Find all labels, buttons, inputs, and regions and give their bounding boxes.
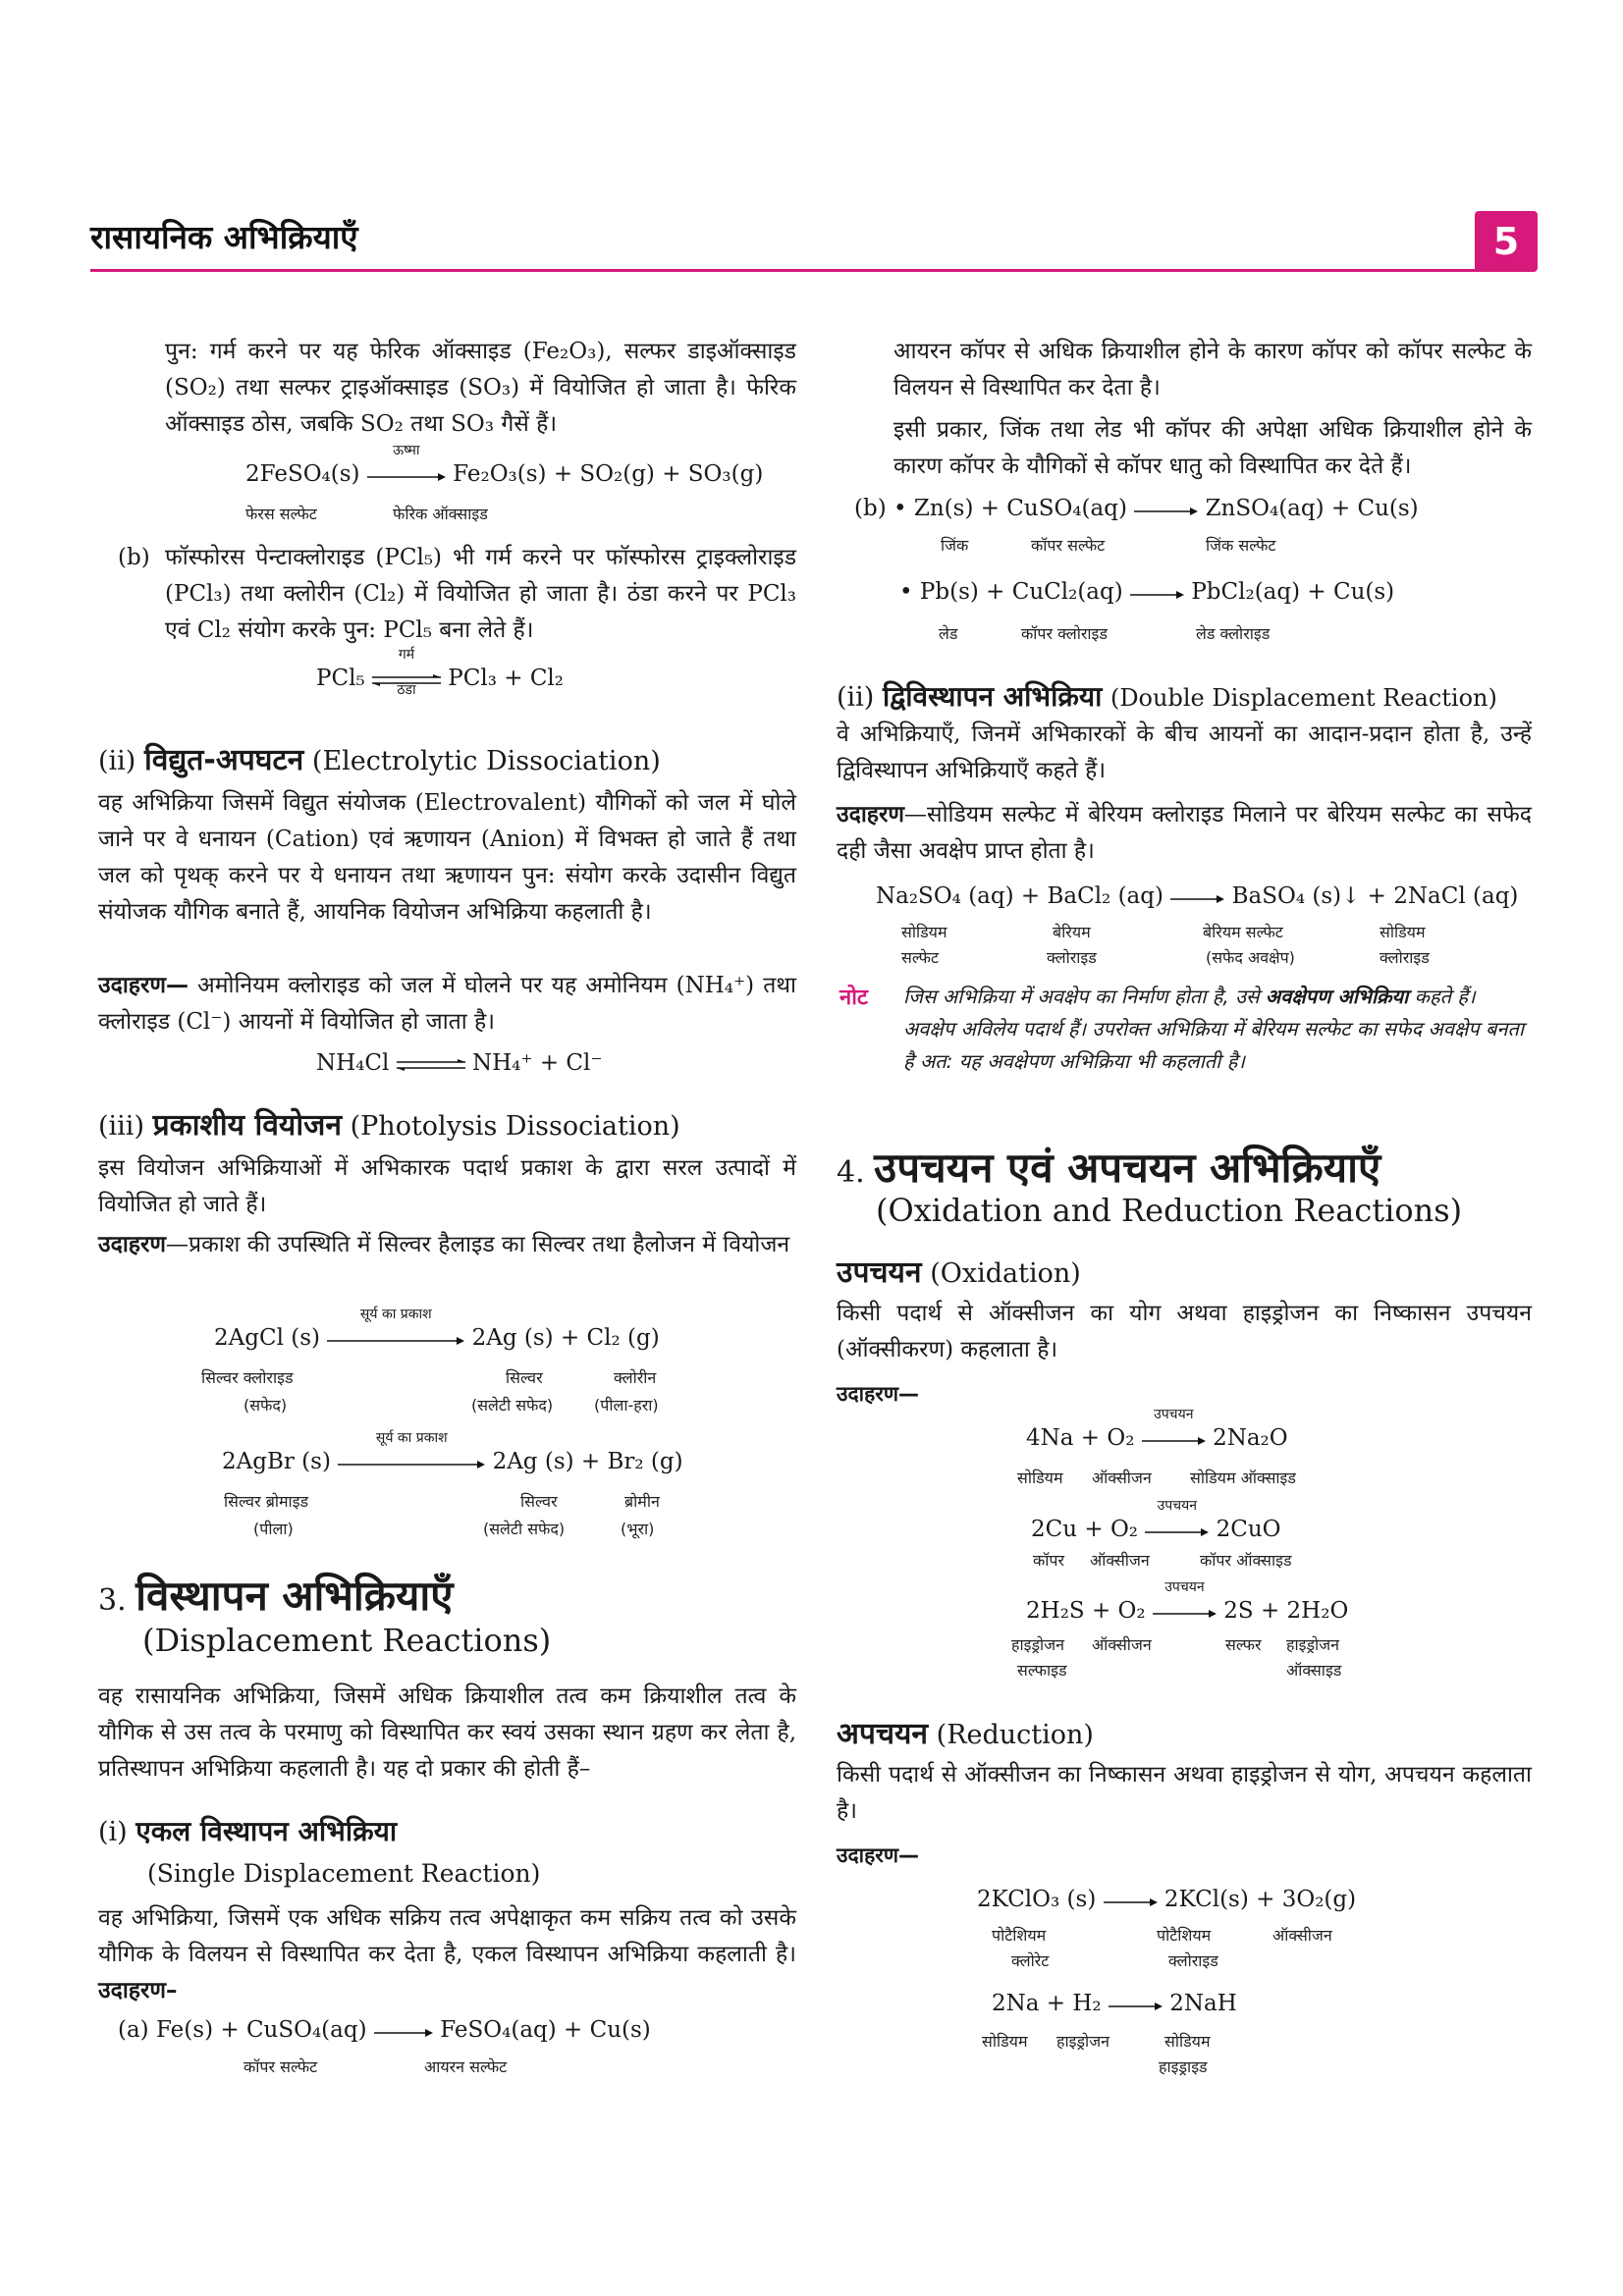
label-sulphate: सल्फेट [901,948,940,967]
label-sodium: सोडियम [1380,923,1426,941]
equation-lhs: 2Cu + O₂ [1031,1517,1139,1542]
label-oxygen: ऑक्सीजन [1090,1551,1150,1570]
label-white-precipitate: (सफेद अवक्षेप) [1206,948,1295,967]
label-silver-chloride-colour: (सफेद) [243,1396,288,1415]
reaction-arrow [1109,1992,1163,2017]
right-arrow-icon [1170,894,1224,904]
heading-photolysis [98,1103,680,1144]
paragraph-oxidation: किसी पदार्थ से ऑक्सीजन का योग अथवा हाइड्रोजन का निष्कासन उपचयन (ऑक्सीकरण) कहलाता है। [837,1301,1532,1362]
heading-hindi: एकल विस्थापन अभिक्रिया [135,1815,398,1847]
equation-lhs: PCl₅ [316,666,365,691]
heading-number: (i) [98,1817,128,1847]
right-arrow-icon [1134,507,1198,516]
equation-rhs: 2CuO [1216,1517,1281,1542]
label-lead-chloride: लेड क्लोराइड [1196,624,1271,643]
note-emphasis: अवक्षेपण अभिक्रिया [1265,985,1409,1008]
heat-arrow [367,443,446,488]
heading-english: (Electrolytic Dissociation) [311,746,661,776]
equation-rhs: 2Ag (s) + Cl₂ (g) [471,1325,660,1351]
label-hydrogen: हाइड्रोजन [1011,1635,1064,1654]
label-sulphur: सल्फर [1225,1635,1262,1654]
equation-lhs: Zn(s) + CuSO₄(aq) [913,496,1127,521]
heading-oxidation [837,1251,1081,1291]
label-oxygen: ऑक्सीजन [1272,1926,1332,1945]
right-arrow-icon [1153,1609,1217,1619]
equation-sodium-oxide [1026,1407,1288,1452]
right-arrow-icon [1109,2002,1163,2011]
equation-lhs: Fe(s) + CuSO₄(aq) [155,2017,367,2043]
heading-english: (Reduction) [936,1720,1094,1750]
arrow-label: सूर्य का प्रकाश [359,1307,432,1322]
heading-number: 3. [98,1583,127,1618]
label-chloride: क्लोराइड [1047,948,1097,967]
example-label: उदाहरण— [98,973,189,998]
label-chlorate: क्लोरेट [1011,1951,1050,1970]
note-tag: नोट [839,986,868,1010]
reaction-arrow [1134,497,1198,522]
arrow-label: उपचयन [1164,1579,1205,1595]
equation-copper-oxide [1031,1498,1281,1543]
paragraph-photolysis: इस वियोजन अभिक्रियाओं में अभिकारक पदार्थ प्रकाश के द्वारा सरल उत्पादों में वियोजित हो जाते हैं। [98,1155,796,1217]
sunlight-arrow [338,1430,485,1475]
oxidation-arrow [1145,1498,1209,1543]
equation-rhs: 2Na₂O [1213,1425,1288,1451]
label-silver-bromide-colour: (पीला) [253,1520,294,1538]
equation-lhs: 2AgBr (s) [222,1449,331,1474]
label-silver-colour: (सलेटी सफेद) [471,1396,554,1415]
equilibrium-arrow [397,1051,465,1077]
example-text: —प्रकाश की उपस्थिति में सिल्वर हैलाइड का सिल्वर तथा हैलोजन में वियोजन [166,1232,790,1257]
example-text: —सोडियम सल्फेट में बेरियम क्लोराइड मिलाने पर बेरियम सल्फेट का सफेद दही जैसा अवक्षेप प्राप्त होता है। [837,802,1532,864]
paragraph-text: वह अभिक्रिया, जिसमें एक अधिक सक्रिय तत्व अपेक्षाकृत कम सक्रिय तत्व को उसके यौगिक के विलयन से विस्थापित कर देता है, एकल विस्थापन अभिक्रिया कहलाती है। [98,1905,796,1967]
equation-lead-copper [899,579,1394,606]
heading-english: (Photolysis Dissociation) [350,1111,680,1142]
right-arrow-icon [1145,1527,1209,1537]
item-label-b: (b) [118,545,150,570]
heading-number: (ii) [837,682,875,713]
label-zinc: जिंक [941,536,969,555]
equation-rhs: PbCl₂(aq) + Cu(s) [1191,579,1395,605]
heading-number: (iii) [98,1111,144,1142]
equation-silver-chloride [214,1307,660,1352]
label-chlorine: क्लोरीन [614,1368,657,1387]
label-oxygen: ऑक्सीजन [1092,1635,1152,1654]
equation-lhs: 2KClO₃ (s) [977,1887,1097,1912]
right-arrow-icon [1104,1897,1158,1907]
heading-single-displacement-english: (Single Displacement Reaction) [147,1859,541,1888]
running-header-title: रासायनिक अभिक्रियाएँ [90,218,358,256]
equation-lhs: 2H₂S + O₂ [1026,1598,1146,1624]
example-text: अमोनियम क्लोराइड को जल में घोलने पर यह अमोनियम (NH₄⁺) तथा क्लोराइड (Cl⁻) आयनों में वियोजित हो जाता है। [98,973,796,1035]
label-hydrogen: हाइड्रोजन [1286,1635,1339,1654]
equation-hydrogen-sulphide [1026,1579,1349,1625]
equation-rhs: ZnSO₄(aq) + Cu(s) [1205,496,1419,521]
heading-oxidation-reduction [837,1139,1380,1195]
equation-lhs: Pb(s) + CuCl₂(aq) [919,579,1123,605]
arrow-label: सूर्य का प्रकाश [375,1430,448,1446]
right-arrow-icon [1130,590,1184,600]
label-bromine-colour: (भूरा) [621,1520,655,1538]
label-sodium: सोडियम [1017,1468,1063,1487]
example-photolysis [98,1227,796,1263]
label-chlorine-colour: (पीला-हरा) [594,1396,659,1415]
label-silver-colour: (सलेटी सफेद) [483,1520,566,1538]
equation-rhs: NH₄⁺ + Cl⁻ [471,1050,603,1076]
equation-potassium-chlorate [977,1887,1356,1913]
heading-hindi: उपचयन [837,1255,922,1290]
equation-lhs: 2AgCl (s) [214,1325,320,1351]
example-label: उदाहरण— [837,1843,920,1867]
example-double-displacement [837,797,1532,870]
heading-hindi: विद्युत-अपघटन [143,743,304,777]
label-ferric-oxide: फेरिक ऑक्साइड [393,505,488,523]
oxidation-arrow [1142,1407,1206,1452]
label-chloride: क्लोराइड [1380,948,1430,967]
reaction-arrow [374,2018,433,2044]
heading-number: 4. [837,1155,865,1190]
label-copper: कॉपर [1033,1551,1065,1570]
equation-lhs: 4Na + O₂ [1026,1425,1135,1451]
label-chloride: क्लोराइड [1168,1951,1218,1970]
equation-barium-sulphate [876,883,1518,910]
label-sulphide: सल्फाइड [1017,1661,1067,1680]
arrow-label-heat: गर्म [398,647,415,663]
reaction-arrow [1130,580,1184,606]
label-copper-sulphate: कॉपर सल्फेट [1031,536,1106,555]
equation-prefix: (a) [118,2017,149,2043]
equation-lhs: NH₄Cl [316,1050,390,1076]
paragraph-reduction: किसी पदार्थ से ऑक्सीजन का निष्कासन अथवा हाइड्रोजन से योग, अपचयन कहलाता है। [837,1762,1532,1824]
arrow-label: उपचयन [1157,1498,1198,1514]
equilibrium-arrow [372,647,441,698]
paragraph-iron-reactivity: आयरन कॉपर से अधिक क्रियाशील होने के कारण कॉपर को कॉपर सल्फेट के विलयन से विस्थापित कर देता है। [893,339,1532,400]
label-sodium: सोडियम [901,923,947,941]
reaction-arrow [1170,884,1224,910]
heading-single-displacement [98,1812,397,1849]
label-potassium: पोटैशियम [1157,1926,1212,1945]
equation-lhs: 2FeSO₄(s) [245,461,360,487]
label-copper-oxide: कॉपर ऑक्साइड [1200,1551,1292,1570]
heading-hindi: उपचयन एवं अपचयन अभिक्रियाएँ [874,1144,1381,1192]
header-rule [90,269,1485,272]
equation-zinc-copper [854,496,1419,522]
label-sodium: सोडियम [1164,2032,1211,2051]
heading-english: (Oxidation) [930,1258,1081,1289]
label-sodium-oxide: सोडियम ऑक्साइड [1190,1468,1296,1487]
equation-ferrous-sulphate [245,443,764,488]
reaction-arrow [1104,1888,1158,1913]
heading-hindi: द्विविस्थापन अभिक्रिया [882,680,1103,713]
heading-oxidation-reduction-english: (Oxidation and Reduction Reactions) [876,1192,1463,1229]
example-label: उदाहरण [837,802,905,828]
paragraph-zinc-lead: इसी प्रकार, जिंक तथा लेड भी कॉपर की अपेक्षा अधिक क्रियाशील होने के कारण कॉपर के यौगिकों से कॉपर धातु को विस्थापित कर देते हैं। [893,417,1532,479]
label-copper-chloride: कॉपर क्लोराइड [1021,624,1108,643]
example-label: उदाहरण [98,1232,167,1257]
equation-rhs: FeSO₄(aq) + Cu(s) [440,2017,651,2043]
right-arrow-icon [338,1460,485,1469]
arrow-label: ऊष्मा [393,443,420,458]
label-potassium: पोटैशियम [992,1926,1047,1945]
sunlight-arrow [327,1307,464,1352]
paragraph-pcl5: फॉस्फोरस पेन्टाक्लोराइड (PCl₅) भी गर्म करने पर फॉस्फोरस ट्राइक्लोराइड (PCl₃) तथा क्लोरीन (Cl₂) में वियोजित हो जाता है। ठंडा करने पर PCl₃ एवं Cl₂ संयोग करके पुन: PCl₅ बना लेते हैं। [165,545,796,643]
right-arrow-icon [374,2028,433,2038]
example-label: उदाहरण— [837,1382,920,1406]
label-sodium: सोडियम [982,2032,1028,2051]
oxidation-arrow [1153,1579,1217,1625]
bullet: • [899,579,913,605]
equation-rhs: 2Ag (s) + Br₂ (g) [492,1449,683,1474]
equation-iron-copper [118,2017,651,2044]
heading-english: (Double Displacement Reaction) [1109,684,1497,712]
label-oxide: ऑक्साइड [1286,1661,1342,1680]
label-oxygen: ऑक्सीजन [1092,1468,1152,1487]
equation-rhs: 2S + 2H₂O [1223,1598,1349,1624]
example-label: उदाहरण– [98,1978,178,2003]
label-silver: सिल्वर [520,1492,558,1511]
equation-ammonium-chloride [316,1050,603,1077]
heading-number: (ii) [98,746,136,776]
equation-rhs: 2NaH [1169,1991,1237,2016]
equation-rhs: PCl₃ + Cl₂ [448,666,564,691]
heading-hindi: प्रकाशीय वियोजन [152,1108,343,1143]
equation-lhs: 2Na + H₂ [992,1991,1102,2016]
equation-rhs: Fe₂O₃(s) + SO₂(g) + SO₃(g) [453,461,764,487]
label-hydride: हाइड्राइड [1159,2057,1208,2076]
example-electrolytic [98,968,796,1041]
note-part-a: जिस अभिक्रिया में अवक्षेप का निर्माण होता है, उसे [903,985,1266,1008]
heading-hindi: अपचयन [837,1717,929,1751]
heading-displacement [98,1567,454,1623]
equation-rhs: 2KCl(s) + 3O₂(g) [1163,1887,1357,1912]
label-silver: सिल्वर [506,1368,543,1387]
right-arrow-icon [367,472,446,482]
label-zinc-sulphate: जिंक सल्फेट [1206,536,1276,555]
paragraph-ferrous-decomposition: पुन: गर्म करने पर यह फेरिक ऑक्साइड (Fe₂O₃), सल्फर डाइऑक्साइड (SO₂) तथा सल्फर ट्राइऑक्साइड (SO₃) में वियोजित हो जाता है। फेरिक ऑक्साइड ठोस, जबकि SO₂ तथा SO₃ गैसें हैं। [165,339,796,437]
arrow-label: उपचयन [1154,1407,1194,1422]
equation-silver-bromide [222,1430,683,1475]
label-barium: बेरियम [1053,923,1091,941]
label-ferrous-sulphate: फेरस सल्फेट [245,505,317,523]
label-silver-bromide: सिल्वर ब्रोमाइड [224,1492,309,1511]
equation-rhs: BaSO₄ (s)↓ + 2NaCl (aq) [1231,883,1519,909]
label-silver-chloride: सिल्वर क्लोराइड [201,1368,294,1387]
note-part-c: कहते हैं। अवक्षेप अविलेय पदार्थ हैं। उपरोक्त अभिक्रिया में बेरियम सल्फेट का सफेद अवक्षेप बनता है अत: यह अवक्षेपण अभिक्रिया भी कहलाती है। [903,985,1525,1073]
heading-reduction [837,1712,1094,1752]
heading-hindi: विस्थापन अभिक्रियाएँ [135,1572,454,1620]
equation-prefix: (b) [854,496,887,521]
label-hydrogen: हाइड्रोजन [1056,2032,1109,2051]
equation-pcl5 [316,647,564,698]
paragraph-single-displacement [98,1900,796,2009]
paragraph-displacement: वह रासायनिक अभिक्रिया, जिसमें अधिक क्रियाशील तत्व कम क्रियाशील तत्व के यौगिक से उस तत्व के परमाणु को विस्थापित कर स्वयं उसका स्थान ग्रहण कर लेता है, प्रतिस्थापन अभिक्रिया कहलाती है। यह दो प्रकार की होती हैं– [98,1683,796,1782]
label-iron-sulphate: आयरन सल्फेट [424,2057,508,2076]
label-copper-sulphate: कॉपर सल्फेट [243,2057,318,2076]
label-bromine: ब्रोमीन [624,1492,660,1511]
equation-sodium-hydride [992,1991,1237,2017]
arrow-label-cold: ठंडा [397,682,416,698]
note-text [903,981,1532,1078]
equation-lhs: Na₂SO₄ (aq) + BaCl₂ (aq) [876,883,1163,909]
right-arrow-icon [327,1336,464,1346]
heading-double-displacement [837,677,1497,715]
paragraph-electrolytic: वह अभिक्रिया जिसमें विद्युत संयोजक (Electrovalent) यौगिकों को जल में घोले जाने पर वे धनायन (Cation) एवं ऋणायन (Anion) में विभक्त हो जाते हैं तथा जल को पृथक् करने पर ये धनायन तथा ऋणायन पुन: संयोग करके उदासीन विद्युत संयोजक यौगिक बनाते हैं, आयनिक वियोजन अभिक्रिया कहलाती है। [98,790,796,925]
label-lead: लेड [939,624,958,643]
label-barium-sulphate: बेरियम सल्फेट [1203,923,1283,941]
heading-displacement-english: (Displacement Reactions) [142,1622,552,1659]
paragraph-double-displacement: वे अभिक्रियाएँ, जिनमें अभिकारकों के बीच आयनों का आदान-प्रदान होता है, उन्हें द्विविस्थापन अभिक्रियाएँ कहते हैं। [837,721,1532,783]
right-arrow-icon [1142,1436,1206,1446]
bullet: • [893,496,907,521]
page-number: 5 [1475,211,1538,272]
heading-electrolytic-dissociation [98,738,661,778]
equilibrium-arrow-icon [397,1059,465,1071]
